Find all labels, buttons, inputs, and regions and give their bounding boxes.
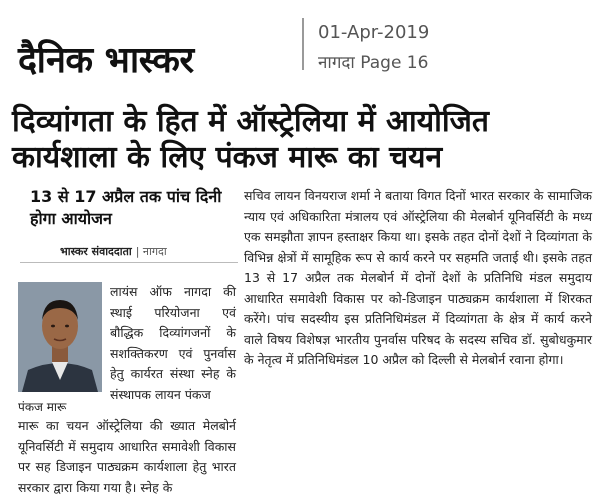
- edition-page: नागदा Page 16: [318, 53, 429, 73]
- portrait-photo: [18, 282, 102, 392]
- byline-author: भास्कर संवाददाता: [60, 245, 132, 258]
- article-headline: दिव्यांगता के हित में ऑस्ट्रेलिया में आयोजित कार्यशाला के लिए पंकज मारू का चयन: [12, 104, 489, 175]
- photo-caption: पंकज मारू: [18, 400, 67, 414]
- article-body-col1-bottom: मारू का चयन ऑस्ट्रेलिया की ख्यात मेलबोर्न यूनिवर्सिटी में समुदाय आधारित समावेशी विकास पर सह डिजाइन पाठ्यक्रम कार्यशाला हेतु भारत सरकार द्वारा किया गया है। स्नेह के: [18, 418, 236, 495]
- article-subheadline: 13 से 17 अप्रैल तक पांच दिनी होगा आयोजन: [30, 187, 222, 228]
- newspaper-logo: दैनिक भास्कर: [18, 40, 194, 81]
- byline-dateline: | नागदा: [135, 245, 167, 258]
- article-byline: [60, 244, 167, 259]
- byline-divider: [20, 262, 238, 263]
- article-body-col1-top: लायंस ऑफ नागदा की स्थाई परियोजना एवं बौद्धिक दिव्यांगजनों के सशक्तिकरण एवं पुनर्वास हेतु कार्यरत संस्था स्नेह के संस्थापक लायन पंकज: [110, 284, 236, 402]
- masthead-divider: [302, 18, 304, 70]
- edition-date: 01-Apr-2019: [318, 22, 430, 43]
- article-body-col2: सचिव लायन विनयराज शर्मा ने बताया विगत दिनों भारत सरकार के सामाजिक न्याय एवं अधिकारिता मंत्रालय एवं ऑस्ट्रेलिया की मेलबोर्न यूनिवर्सिटी के मध्य एक समझौता ज्ञापन हस्ताक्षर किया था। इसके तहत दोनों देशों ने दिव्यांगता के विभिन्न क्षेत्रों में सामूहिक रूप से कार्य करने पर सहमति जताई थी। इसके तहत 13 से 17 अप्रैल तक मेलबोर्न में दोनों देशों के प्रतिनिधि मंडल समुदाय आधारित समावेशी विकास पर को-डिजाइन पाठ्यक्रम कार्यशाला में शिरकत करेंगे। पांच सदस्यीय इस प्रतिनिधिमंडल में दिव्यांगता के क्षेत्र में कार्य करने वाले विषय विशेषज्ञ भारतीय पुनर्वास परिषद के सदस्य सचिव डॉ. सुबोधकुमार के नेतृत्व में प्रतिनिधिमंडल 10 अप्रैल को दिल्ली से मेलबोर्न रवाना होगा।: [244, 188, 592, 367]
